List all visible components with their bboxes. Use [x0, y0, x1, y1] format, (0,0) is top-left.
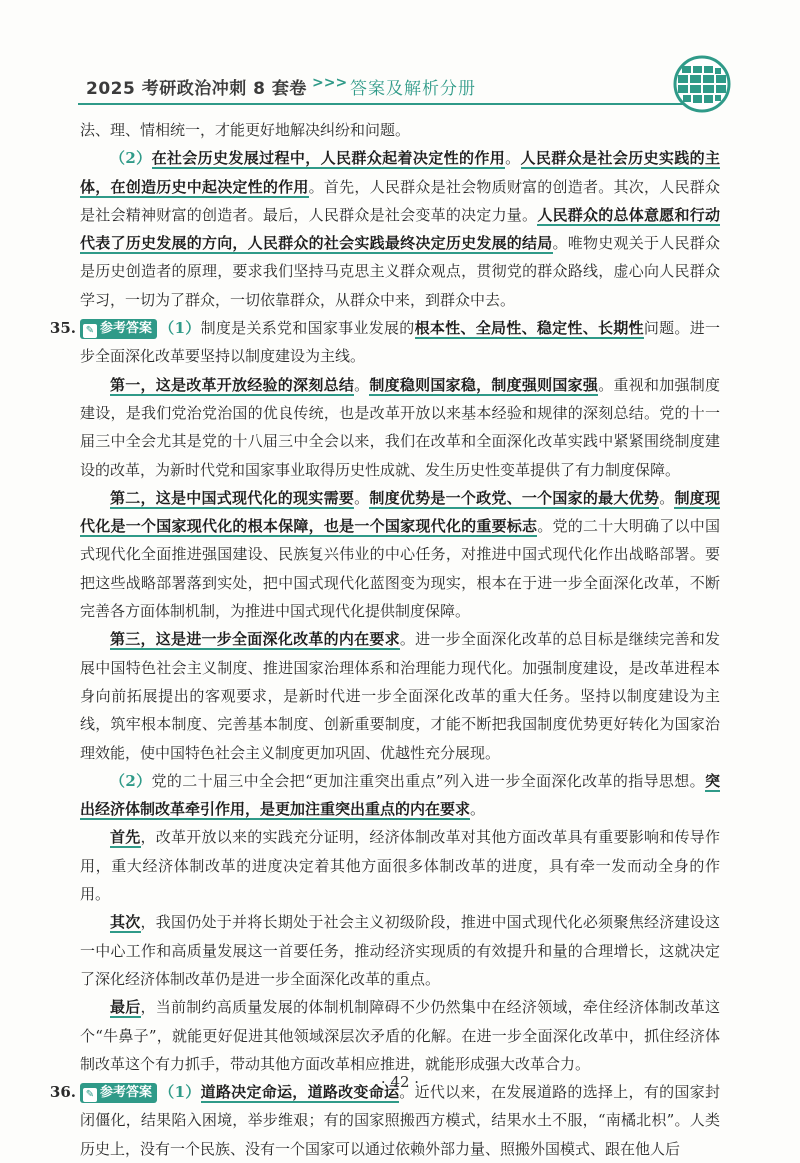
- text: 制度是关系党和国家事业发展的: [200, 319, 415, 338]
- book-title: 2025 考研政治冲刺 8 套卷: [86, 79, 307, 99]
- paragraph: [80, 993, 720, 1078]
- page-number: · 42 ·: [380, 1073, 420, 1091]
- text: 。重视和加强制度建设，是我们党治党治国的优良传统，也是改革开放以来基本经验和规律的深刻总结。党的十一届三中全会尤其是党的十八届三中全会以来，我们在改革和全面深化改革实践中紧紧围绕制度建设的改革，为新时代党和国家事业取得历史性成就、发生历史性变革提供了有力制度保障。: [80, 375, 720, 479]
- text: 。: [470, 800, 486, 819]
- key-point: 制度优势是一个政党、一个国家的最大优势: [369, 488, 660, 507]
- text: 。: [505, 149, 521, 168]
- answer-badge: [80, 319, 157, 339]
- text: 法、理、情相统一，才能更好地解决纠纷和问题。: [80, 121, 411, 139]
- text: 。近代以来，在发展道路的选择上，有的国家封闭僵化，结果陷入困境，举步维艰；有的国家照搬西方模式，结果水土不服，“南橘北枳”。人类历史上，没有一个民族、没有一个国家可以通过依赖外部力量、照搬外国模式、跟在他人后: [80, 1083, 720, 1158]
- sub-number: （2）: [110, 149, 152, 168]
- key-point: 其次: [110, 913, 141, 932]
- text: 。唯物史观关于人民群众是历史创造者的原理，要求我们坚持马克思主义群众观点，贯彻党的群众路线，虚心向人民群众学习，一切为了群众，一切依靠群众，从群众中来，到群众中去。: [80, 234, 720, 309]
- badge-label: 参考答案: [100, 321, 153, 337]
- paragraph: [80, 767, 720, 824]
- sub-number: （1）: [159, 1083, 201, 1102]
- key-point: 首先: [110, 828, 141, 847]
- text: 。进一步全面深化改革的总目标是继续完善和发展中国特色社会主义制度、推进国家治理体系和治理能力现代化。加强制度建设，是改革进程本身向前拓展提出的客观要求，是新时代进一步全面深化改革的重大任务。坚持以制度建设为主线，筑牢根本制度、完善基本制度、创新重要制度，才能不断把我国制度优势更好转化为国家治理效能，使中国特色社会主义制度更加巩固、优越性充分展现。: [80, 630, 720, 762]
- key-point: 道路决定命运，道路改变命运: [200, 1083, 400, 1102]
- paragraph: [80, 823, 720, 908]
- paragraph: [80, 371, 720, 484]
- page-header: [78, 70, 728, 106]
- key-point: 制度稳则国家稳，制度强则国家强: [369, 375, 599, 394]
- answer-content: [49, 116, 721, 1163]
- question-number: 36.: [49, 1083, 76, 1102]
- sub-number: （1）: [159, 319, 201, 338]
- text: ，当前制约高质量发展的体制机制障碍不少仍然集中在经济领域，牵住经济体制改革这个“牛鼻子”，就能更好促进其他领域深层次矛盾的化解。在进一步全面深化改革中，抓住经济体制改革这个有力抓手，带动其他方面改革相应推进，就能形成强大改革合力。: [80, 998, 720, 1073]
- key-point: 第三，这是进一步全面深化改革的内在要求: [110, 630, 400, 649]
- paragraph: [80, 625, 720, 766]
- key-point: 第二，这是中国式现代化的现实需要: [110, 488, 355, 507]
- arrow-separator: >>>: [312, 75, 348, 91]
- badge-label: 参考答案: [100, 1085, 153, 1101]
- text: ，改革开放以来的实践充分证明，经济体制改革对其他方面改革具有重要影响和传导作用，重大经济体制改革的进度决定着其他方面很多体制改革的进度，具有牵一发而动全身的作用。: [80, 828, 720, 904]
- paragraph: [80, 484, 720, 625]
- key-point: 在社会历史发展过程中，人民群众起着决定性的作用: [151, 149, 506, 168]
- text: 。: [659, 488, 675, 507]
- text: 。党的二十大明确了以中国式现代化全面推进强国建设、民族复兴伟业的中心任务，对推进中国式现代化作出战略部署。要把这些战略部署落到实处，把中国式现代化蓝图变为现实，根本在于进一步全面深化改革，不断完善各方面体制机制，为推进中国式现代化提供制度保障。: [80, 517, 720, 621]
- sub-number: （2）: [110, 771, 152, 790]
- key-point: 最后: [110, 998, 141, 1017]
- paragraph: [80, 314, 720, 371]
- text: 党的二十届三中全会把“更加注重突出重点”列入进一步全面深化改革的指导思想。: [151, 771, 705, 790]
- key-point: 第一，这是改革开放经验的深刻总结: [110, 375, 355, 394]
- text: 。首先，人民群众是社会物质财富的创造者。其次，人民群众是社会精神财富的创造者。最后，人民群众是社会变革的决定力量。: [80, 177, 720, 224]
- paragraph: [80, 908, 720, 993]
- text: ，我国仍处于并将长期处于社会主义初级阶段，推进中国式现代化必须聚焦经济建设这一中心工作和高质量发展这一首要任务，推动经济实现质的有效提升和量的合理增长，这就决定了深化经济体制改革仍是进一步全面深化改革的重点。: [80, 913, 720, 988]
- question-35: [49, 314, 720, 371]
- paragraph: [80, 116, 720, 144]
- question-number: 35.: [49, 319, 76, 338]
- pencil-icon: ✎: [83, 324, 97, 338]
- key-point: 制度现代化是一个国家现代化的根本保障，也是一个国家现代化的重要标志: [80, 488, 720, 536]
- text: 。: [354, 375, 370, 394]
- pencil-icon: ✎: [83, 1088, 97, 1102]
- key-point: 突出经济体制改革牵引作用，是更加注重突出重点的内在要求: [80, 771, 721, 819]
- header-rule: [78, 103, 688, 105]
- book-subtitle: 答案及解析分册: [350, 79, 476, 99]
- text: 问题。进一步全面深化改革要坚持以制度建设为主线。: [80, 319, 720, 366]
- text: 。: [354, 488, 370, 507]
- globe-icon: [672, 54, 732, 114]
- key-point: 人民群众是社会历史实践的主体，在创造历史中起决定性的作用: [80, 149, 720, 196]
- paragraph: [80, 144, 720, 314]
- key-point: 人民群众的总体意愿和行动代表了历史发展的方向，人民群众的社会实践最终决定历史发展的结局: [80, 205, 720, 253]
- key-point: 根本性、全局性、稳定性、长期性: [414, 319, 644, 338]
